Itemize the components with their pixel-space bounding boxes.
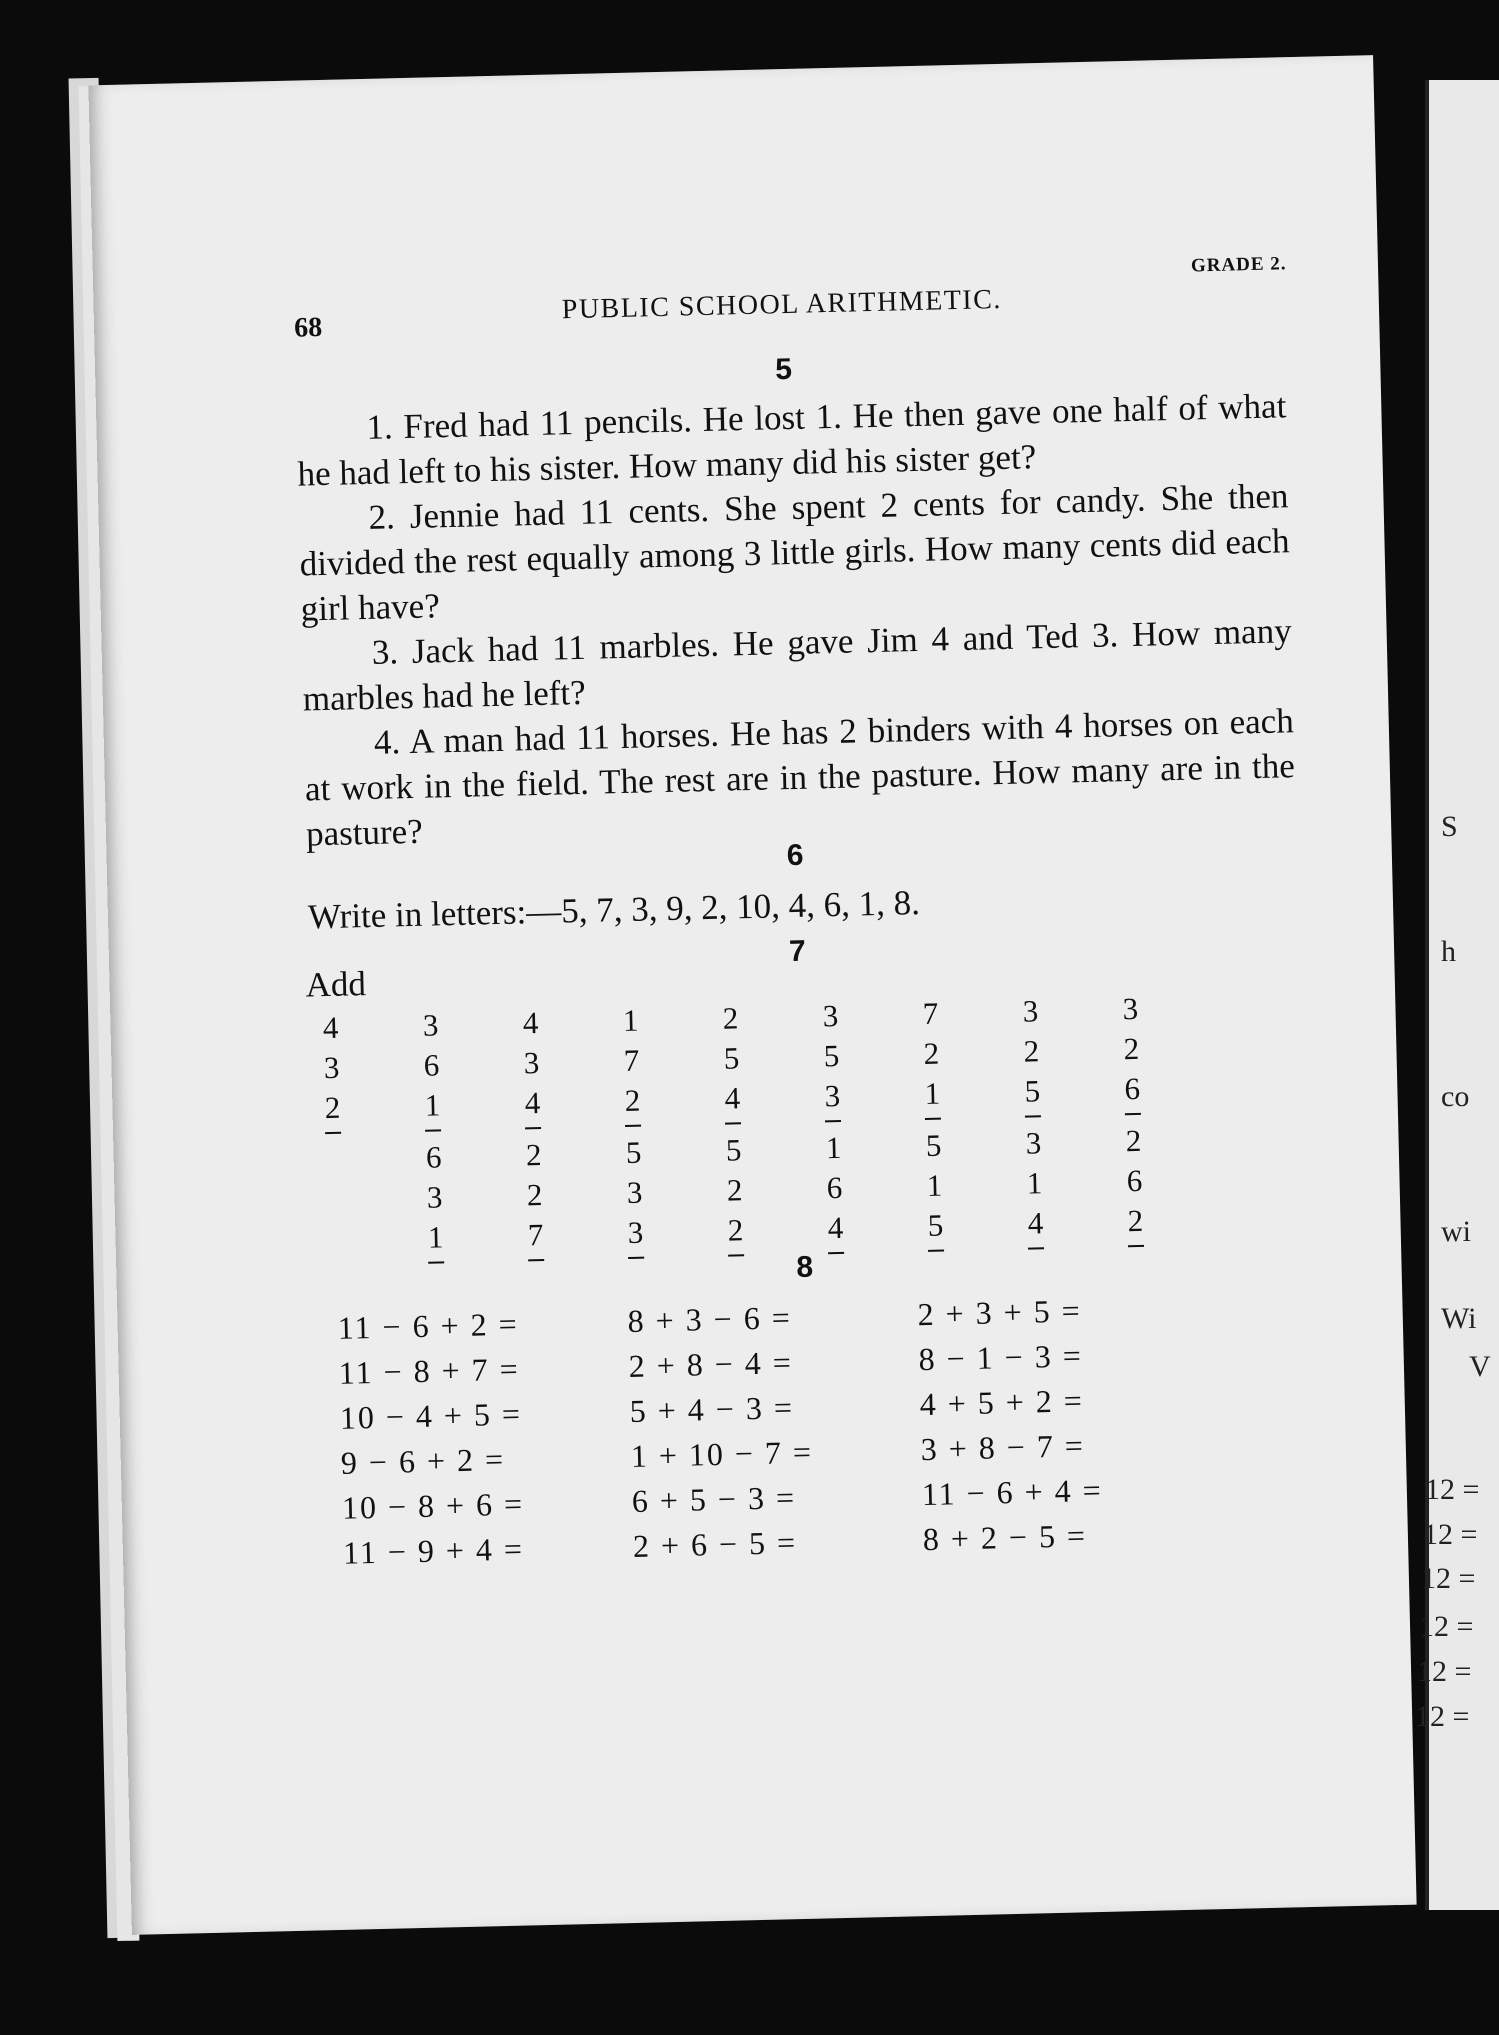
addend: 1 xyxy=(427,1219,444,1255)
addition-column xyxy=(1113,1121,1156,1248)
addend: 2 xyxy=(1123,1030,1140,1067)
sum-rule xyxy=(525,1127,541,1129)
sum-rule xyxy=(825,1120,841,1122)
addend: 6 xyxy=(425,1139,442,1175)
addend: 3 xyxy=(1025,1125,1042,1161)
addend: 1 xyxy=(1026,1165,1043,1201)
facing-fragment: 12 = xyxy=(1417,1655,1472,1688)
addend: 4 xyxy=(522,1005,539,1041)
addition-column xyxy=(413,1137,456,1264)
addition-column xyxy=(310,1007,353,1134)
facing-page xyxy=(1415,80,1499,1910)
addition-row-1 xyxy=(88,55,1373,85)
addend: 4 xyxy=(1027,1205,1044,1241)
equation-columns xyxy=(88,55,1373,85)
problem-3: 3. Jack had 11 marbles. He gave Jim 4 and Ted 3. How many marbles had he left? xyxy=(302,611,1293,719)
facing-fragment: Wi xyxy=(1441,1302,1477,1335)
addition-column xyxy=(510,1003,553,1130)
equation: 2 + 6 − 5 = xyxy=(632,1524,798,1564)
equation: 2 + 8 − 4 = xyxy=(628,1344,794,1385)
addition-column xyxy=(913,1125,956,1252)
addend: 4 xyxy=(524,1085,541,1121)
section-5-problems xyxy=(296,383,1296,856)
addend: 2 xyxy=(525,1137,542,1173)
equation: 4 + 5 + 2 = xyxy=(919,1382,1085,1423)
addition-column xyxy=(813,1128,856,1255)
write-in-letters: Write in letters:—5, 7, 3, 9, 2, 10, 4, 6, 1, 8. xyxy=(307,883,921,937)
addition-column xyxy=(613,1132,656,1259)
sum-rule xyxy=(728,1254,744,1256)
addend: 3 xyxy=(1022,993,1039,1029)
addend: 3 xyxy=(626,1174,643,1211)
equation: 11 − 6 + 2 = xyxy=(337,1305,520,1346)
addend: 2 xyxy=(1125,1122,1142,1159)
addend: 5 xyxy=(625,1134,642,1171)
addition-column xyxy=(610,1000,653,1127)
equation: 5 + 4 − 3 = xyxy=(629,1389,795,1430)
addend: 2 xyxy=(324,1089,341,1126)
addition-column xyxy=(1110,989,1153,1116)
addend: 3 xyxy=(426,1179,443,1215)
sum-rule xyxy=(1125,1113,1141,1115)
sum-rule xyxy=(925,1118,941,1120)
sum-rule xyxy=(928,1250,944,1252)
sum-rule xyxy=(625,1125,641,1127)
equation: 11 − 8 + 7 = xyxy=(338,1350,521,1391)
facing-fragment: 12 = xyxy=(1423,1518,1478,1551)
sum-rule xyxy=(1025,1115,1041,1117)
equation: 11 − 6 + 4 = xyxy=(921,1471,1104,1513)
addend: 2 xyxy=(923,1035,940,1071)
addition-column xyxy=(1010,991,1053,1118)
facing-fragment: S xyxy=(1441,810,1458,843)
addend: 2 xyxy=(727,1212,744,1248)
facing-fragment: 12 = xyxy=(1425,1473,1480,1506)
sum-rule xyxy=(428,1261,444,1263)
add-label: Add xyxy=(305,964,367,1005)
equation: 3 + 8 − 7 = xyxy=(920,1427,1086,1468)
equation: 10 − 4 + 5 = xyxy=(339,1395,523,1436)
addend: 7 xyxy=(623,1042,640,1079)
addend: 5 xyxy=(725,1132,742,1168)
section-8-heading: 8 xyxy=(796,1250,814,1285)
section-6-heading: 6 xyxy=(786,838,804,873)
section-5-heading: 5 xyxy=(774,352,793,387)
facing-fragment: wi xyxy=(1441,1215,1471,1248)
addend: 4 xyxy=(724,1080,741,1116)
addend: 5 xyxy=(927,1207,944,1243)
equation: 2 + 3 + 5 = xyxy=(917,1292,1083,1333)
addend: 3 xyxy=(422,1007,439,1043)
addend: 2 xyxy=(1023,1033,1040,1069)
addend: 5 xyxy=(823,1037,840,1074)
addition-column xyxy=(410,1005,453,1132)
addend: 7 xyxy=(922,995,939,1031)
addend: 3 xyxy=(523,1045,540,1081)
addend: 6 xyxy=(1126,1162,1143,1199)
addition-column xyxy=(513,1135,556,1262)
addend: 2 xyxy=(722,1000,739,1036)
running-head: PUBLIC SCHOOL ARITHMETIC. xyxy=(561,283,1003,326)
addend: 4 xyxy=(322,1009,339,1046)
addend: 2 xyxy=(726,1172,743,1208)
addend: 3 xyxy=(1122,990,1139,1027)
equation: 9 − 6 + 2 = xyxy=(340,1440,506,1481)
problem-1: 1. Fred had 11 pencils. He lost 1. He then gave one half of what he had left to his sister. How many did his sister get? xyxy=(297,386,1287,494)
sum-rule xyxy=(1128,1245,1144,1247)
facing-fragment: 12 = xyxy=(1419,1610,1474,1643)
addition-column xyxy=(710,998,753,1125)
page-number: 68 xyxy=(293,311,323,344)
addend: 2 xyxy=(624,1082,641,1119)
addend: 7 xyxy=(527,1216,544,1253)
addend: 1 xyxy=(622,1002,639,1039)
sum-rule xyxy=(325,1132,341,1134)
facing-fragment: 12 = xyxy=(1421,1562,1476,1595)
addend: 1 xyxy=(924,1075,941,1111)
addition-column xyxy=(910,993,953,1120)
sum-rule xyxy=(425,1129,441,1131)
addend: 3 xyxy=(822,997,839,1034)
addend: 2 xyxy=(526,1177,543,1213)
book-page xyxy=(88,55,1416,1935)
addend: 3 xyxy=(323,1049,340,1086)
sum-rule xyxy=(828,1252,844,1254)
addend: 6 xyxy=(1124,1070,1141,1107)
grade-label: GRADE 2. xyxy=(1190,253,1287,277)
addition-column xyxy=(810,996,853,1123)
addend: 5 xyxy=(723,1040,740,1076)
addition-column xyxy=(1013,1123,1056,1250)
equation: 10 − 8 + 6 = xyxy=(341,1485,525,1526)
equation: 8 − 1 − 3 = xyxy=(918,1337,1084,1378)
addend: 3 xyxy=(627,1214,644,1250)
addition-column xyxy=(713,1130,756,1257)
addend: 2 xyxy=(1127,1202,1144,1239)
equation: 1 + 10 − 7 = xyxy=(630,1433,814,1474)
sum-rule xyxy=(1028,1247,1044,1249)
addend: 6 xyxy=(826,1169,843,1206)
addend: 6 xyxy=(423,1047,440,1083)
facing-fragment: co xyxy=(1441,1080,1470,1113)
facing-fragment: V xyxy=(1469,1350,1491,1383)
addend: 1 xyxy=(825,1129,842,1166)
equation: 6 + 5 − 3 = xyxy=(631,1479,797,1519)
equation: 11 − 9 + 4 = xyxy=(342,1530,525,1571)
addend: 3 xyxy=(824,1077,841,1114)
addend: 5 xyxy=(925,1127,942,1163)
addend: 1 xyxy=(424,1087,441,1123)
sum-rule xyxy=(528,1259,544,1261)
sum-rule xyxy=(725,1122,741,1124)
equation: 8 + 2 − 5 = xyxy=(922,1517,1088,1558)
sum-rule xyxy=(628,1257,644,1259)
section-7-heading: 7 xyxy=(788,934,807,969)
facing-fragment: h xyxy=(1441,935,1456,968)
addition-row-2 xyxy=(88,55,1373,85)
addend: 5 xyxy=(1024,1073,1041,1109)
problem-2: 2. Jennie had 11 cents. She spent 2 cents for candy. She then divided the rest equally among 3 little girls. How many cents did each girl have? xyxy=(299,476,1290,629)
problem-4: 4. A man had 11 horses. He has 2 binders with 4 horses on each at work in the field. The rest are in the pasture. How many are in the pasture? xyxy=(304,701,1296,854)
addend: 1 xyxy=(926,1167,943,1203)
facing-fragment: 12 = xyxy=(1415,1700,1470,1733)
equation: 8 + 3 − 6 = xyxy=(627,1299,793,1340)
addend: 4 xyxy=(827,1209,844,1246)
